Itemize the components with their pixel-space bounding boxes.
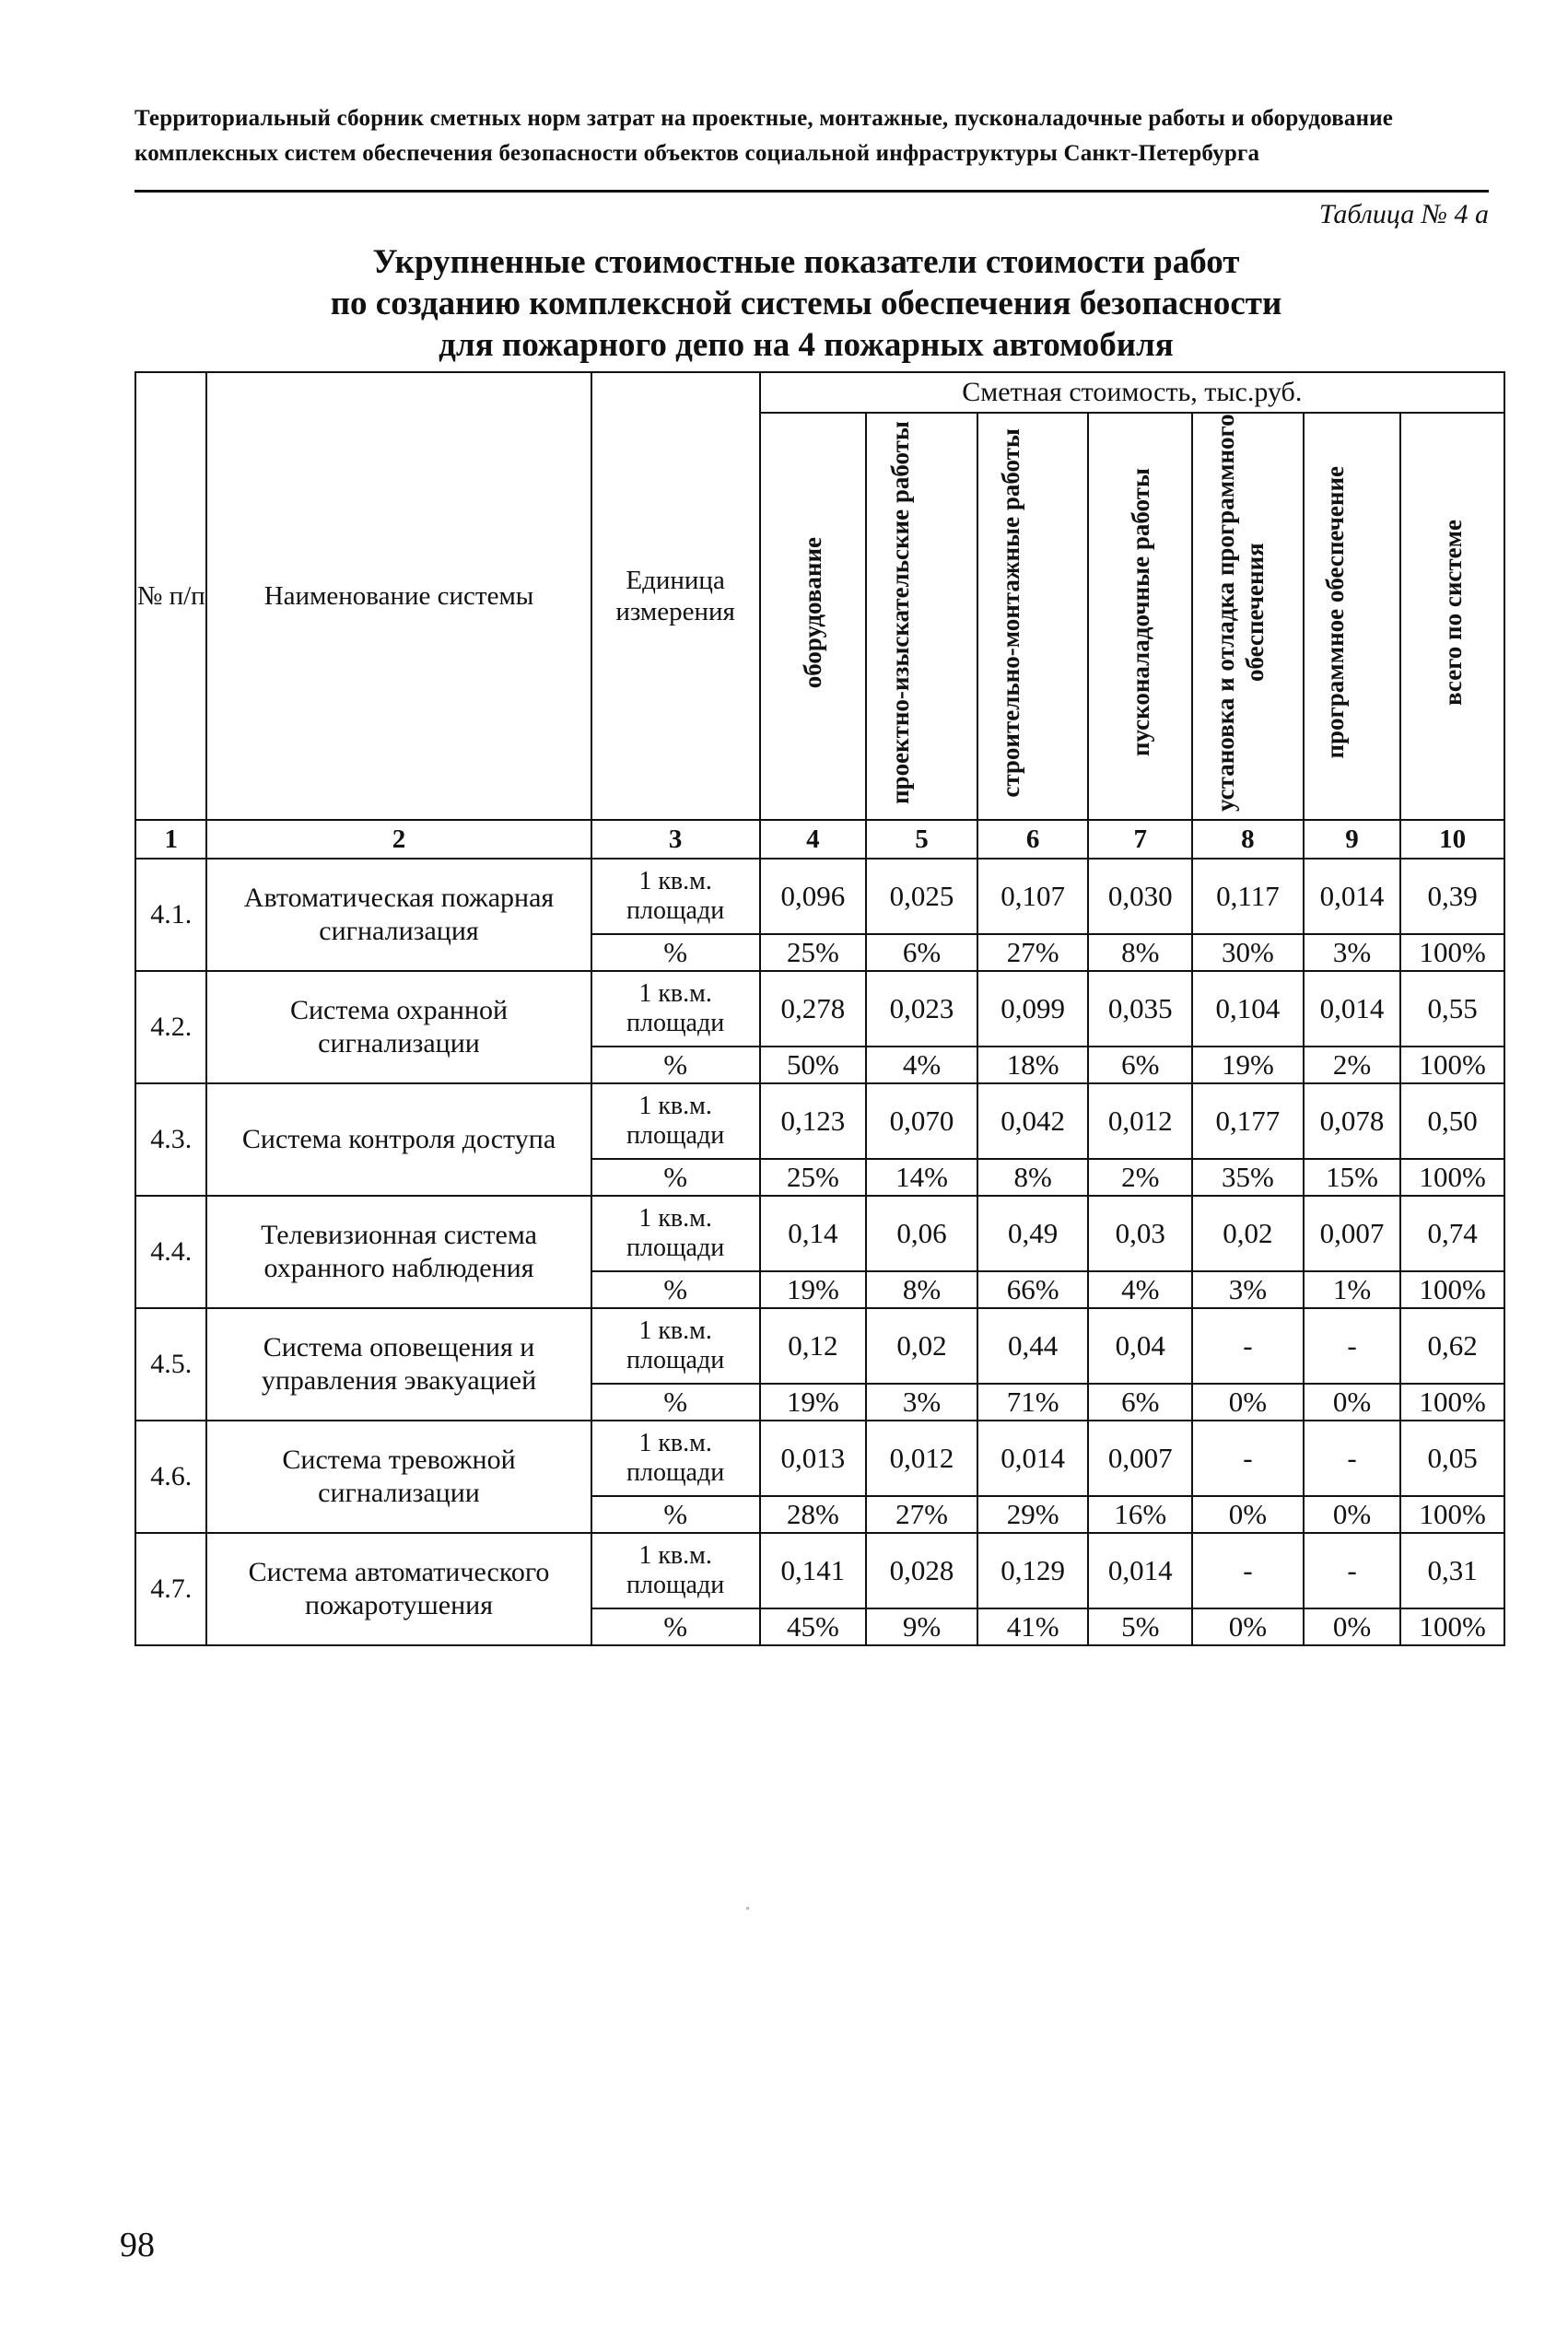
percent-cell: 8% (977, 1159, 1089, 1196)
percent-cell: 15% (1304, 1159, 1401, 1196)
col-header-cost-group: Сметная стоимость, тыс.руб. (760, 372, 1504, 413)
col-header-design (866, 413, 977, 820)
col-header-total-label: всего по системе (1438, 520, 1467, 706)
table-row (135, 1196, 1504, 1271)
percent-cell: 100% (1400, 1159, 1504, 1196)
value-cell: 0,141 (760, 1533, 867, 1608)
percent-cell: 19% (1192, 1047, 1304, 1083)
percent-cell: 35% (1192, 1159, 1304, 1196)
col-header-software-label: программное обеспечение (1320, 466, 1349, 759)
value-cell: 0,44 (977, 1308, 1089, 1384)
system-name: Система автоматического пожаротушения (206, 1533, 591, 1645)
percent-cell: 100% (1400, 1271, 1504, 1308)
percent-cell: 8% (1088, 934, 1192, 971)
row-code: 4.5. (135, 1308, 206, 1421)
value-cell: 0,06 (866, 1196, 977, 1271)
col-header-construction-label: строительно-монтажные работы (997, 427, 1025, 798)
percent-cell: 30% (1192, 934, 1304, 971)
value-cell: 0,013 (760, 1421, 867, 1496)
percent-cell: 19% (760, 1271, 867, 1308)
system-name: Система контроля доступа (206, 1083, 591, 1196)
col-number: 3 (591, 820, 760, 859)
percent-cell: 25% (760, 934, 867, 971)
table-row (135, 1533, 1504, 1608)
col-header-total (1400, 413, 1504, 820)
table-row (135, 971, 1504, 1047)
value-cell: 0,02 (1192, 1196, 1304, 1271)
value-cell: - (1192, 1421, 1304, 1496)
unit-percent-cell: % (591, 1159, 760, 1196)
unit-cell: 1 кв.м. площади (591, 971, 760, 1047)
percent-cell: 19% (760, 1384, 867, 1421)
percent-cell: 2% (1088, 1159, 1192, 1196)
value-cell: 0,14 (760, 1196, 867, 1271)
percent-cell: 50% (760, 1047, 867, 1083)
col-header-equipment (760, 413, 867, 820)
value-cell: 0,012 (866, 1421, 977, 1496)
unit-percent-cell: % (591, 1271, 760, 1308)
value-cell: 0,014 (1304, 971, 1401, 1047)
percent-cell: 0% (1192, 1608, 1304, 1645)
col-number: 6 (977, 820, 1089, 859)
value-cell: 0,025 (866, 859, 977, 934)
unit-cell: 1 кв.м. площади (591, 1533, 760, 1608)
percent-cell: 25% (760, 1159, 867, 1196)
value-cell: 0,099 (977, 971, 1089, 1047)
value-cell: 0,023 (866, 971, 977, 1047)
value-cell: 0,107 (977, 859, 1089, 934)
value-cell: 0,123 (760, 1083, 867, 1159)
percent-cell: 0% (1192, 1496, 1304, 1533)
value-cell: 0,030 (1088, 859, 1192, 934)
value-cell: - (1192, 1533, 1304, 1608)
table-row (135, 1308, 1504, 1384)
col-number: 1 (135, 820, 206, 859)
percent-cell: 3% (866, 1384, 977, 1421)
value-cell: 0,070 (866, 1083, 977, 1159)
table-body (135, 859, 1504, 1645)
value-cell: 0,096 (760, 859, 867, 934)
value-cell: 0,042 (977, 1083, 1089, 1159)
value-cell: 0,104 (1192, 971, 1304, 1047)
column-number-row (135, 820, 1504, 859)
percent-cell: 3% (1304, 934, 1401, 971)
percent-cell: 0% (1304, 1496, 1401, 1533)
col-header-construction (977, 413, 1089, 820)
percent-cell: 100% (1400, 1496, 1504, 1533)
value-cell: 0,05 (1400, 1421, 1504, 1496)
percent-cell: 27% (977, 934, 1089, 971)
col-header-design-label: проектно-изыскательские работы (885, 421, 914, 804)
col-header-software-setup-label: установка и отладка программного обеспечения (1211, 414, 1270, 812)
col-number: 5 (866, 820, 977, 859)
table-row (135, 1421, 1504, 1496)
value-cell: - (1304, 1308, 1401, 1384)
percent-cell: 9% (866, 1608, 977, 1645)
row-code: 4.2. (135, 971, 206, 1083)
value-cell: 0,177 (1192, 1083, 1304, 1159)
value-cell: 0,02 (866, 1308, 977, 1384)
col-header-commissioning (1088, 413, 1192, 820)
percent-cell: 6% (1088, 1047, 1192, 1083)
percent-cell: 8% (866, 1271, 977, 1308)
unit-percent-cell: % (591, 1496, 760, 1533)
col-header-unit: Единица измерения (591, 372, 760, 820)
running-header (135, 101, 1424, 171)
percent-cell: 27% (866, 1496, 977, 1533)
unit-percent-cell: % (591, 1047, 760, 1083)
percent-cell: 6% (1088, 1384, 1192, 1421)
percent-cell: 71% (977, 1384, 1089, 1421)
unit-cell: 1 кв.м. площади (591, 1196, 760, 1271)
row-code: 4.3. (135, 1083, 206, 1196)
row-code: 4.7. (135, 1533, 206, 1645)
percent-cell: 18% (977, 1047, 1089, 1083)
value-cell: 0,035 (1088, 971, 1192, 1047)
percent-cell: 6% (866, 934, 977, 971)
value-cell: 0,078 (1304, 1083, 1401, 1159)
percent-cell: 3% (1192, 1271, 1304, 1308)
unit-cell: 1 кв.м. площади (591, 1421, 760, 1496)
col-number: 8 (1192, 820, 1304, 859)
percent-cell: 0% (1304, 1384, 1401, 1421)
col-number: 9 (1304, 820, 1401, 859)
percent-cell: 14% (866, 1159, 977, 1196)
percent-cell: 5% (1088, 1608, 1192, 1645)
value-cell: - (1192, 1308, 1304, 1384)
title-line-1: Укрупненные стоимостные показатели стоимости работ (372, 243, 1240, 281)
percent-cell: 1% (1304, 1271, 1401, 1308)
page-number: 98 (120, 2226, 155, 2264)
scan-speck (746, 1907, 749, 1910)
percent-cell: 100% (1400, 934, 1504, 971)
percent-cell: 100% (1400, 1047, 1504, 1083)
value-cell: 0,014 (1088, 1533, 1192, 1608)
value-cell: 0,39 (1400, 859, 1504, 934)
percent-cell: 0% (1192, 1384, 1304, 1421)
value-cell: 0,117 (1192, 859, 1304, 934)
unit-percent-cell: % (591, 934, 760, 971)
percent-cell: 45% (760, 1608, 867, 1645)
value-cell: 0,12 (760, 1308, 867, 1384)
value-cell: 0,03 (1088, 1196, 1192, 1271)
value-cell: - (1304, 1421, 1401, 1496)
percent-cell: 4% (866, 1047, 977, 1083)
title-line-2: по созданию комплексной системы обеспечения безопасности (330, 285, 1282, 322)
system-name: Автоматическая пожарная сигнализация (206, 859, 591, 971)
row-code: 4.4. (135, 1196, 206, 1308)
row-code: 4.6. (135, 1421, 206, 1533)
col-header-software-setup (1192, 413, 1304, 820)
percent-cell: 2% (1304, 1047, 1401, 1083)
col-number: 2 (206, 820, 591, 859)
col-number: 10 (1400, 820, 1504, 859)
value-cell: 0,49 (977, 1196, 1089, 1271)
col-header-software (1304, 413, 1401, 820)
value-cell: 0,007 (1088, 1421, 1192, 1496)
system-name: Телевизионная система охранного наблюдения (206, 1196, 591, 1308)
value-cell: 0,014 (1304, 859, 1401, 934)
table-title (295, 241, 1317, 366)
title-line-3: для пожарного депо на 4 пожарных автомобиля (439, 326, 1174, 364)
table-row (135, 859, 1504, 934)
value-cell: 0,74 (1400, 1196, 1504, 1271)
header-line-1: Территориальный сборник сметных норм затрат на проектные, монтажные, пусконаладочные работы и оборудование (135, 106, 1394, 131)
table-label: Таблица № 4 а (1318, 199, 1489, 229)
value-cell: 0,129 (977, 1533, 1089, 1608)
col-number: 4 (760, 820, 867, 859)
value-cell: 0,014 (977, 1421, 1089, 1496)
percent-cell: 100% (1400, 1608, 1504, 1645)
percent-cell: 66% (977, 1271, 1089, 1308)
percent-cell: 100% (1400, 1384, 1504, 1421)
percent-cell: 41% (977, 1608, 1089, 1645)
percent-cell: 16% (1088, 1496, 1192, 1533)
cost-table (135, 371, 1505, 1646)
header-line-2: комплексных систем обеспечения безопасности объектов социальной инфраструктуры Санкт-Петербурга (135, 141, 1260, 166)
value-cell: 0,278 (760, 971, 867, 1047)
unit-cell: 1 кв.м. площади (591, 859, 760, 934)
percent-cell: 4% (1088, 1271, 1192, 1308)
system-name: Система охранной сигнализации (206, 971, 591, 1083)
value-cell: 0,028 (866, 1533, 977, 1608)
system-name: Система оповещения и управления эвакуацией (206, 1308, 591, 1421)
unit-percent-cell: % (591, 1608, 760, 1645)
value-cell: 0,55 (1400, 971, 1504, 1047)
system-name: Система тревожной сигнализации (206, 1421, 591, 1533)
percent-cell: 28% (760, 1496, 867, 1533)
col-number: 7 (1088, 820, 1192, 859)
value-cell: 0,31 (1400, 1533, 1504, 1608)
value-cell: 0,012 (1088, 1083, 1192, 1159)
value-cell: 0,50 (1400, 1083, 1504, 1159)
value-cell: 0,04 (1088, 1308, 1192, 1384)
col-header-num: № п/п (135, 372, 206, 820)
percent-cell: 0% (1304, 1608, 1401, 1645)
percent-cell: 29% (977, 1496, 1089, 1533)
unit-cell: 1 кв.м. площади (591, 1308, 760, 1384)
header-divider (135, 190, 1489, 193)
unit-percent-cell: % (591, 1384, 760, 1421)
col-header-name: Наименование системы (206, 372, 591, 820)
value-cell: 0,62 (1400, 1308, 1504, 1384)
row-code: 4.1. (135, 859, 206, 971)
value-cell: 0,007 (1304, 1196, 1401, 1271)
table-row (135, 1083, 1504, 1159)
col-header-equipment-label: оборудование (799, 536, 827, 689)
col-header-commissioning-label: пусконаладочные работы (1126, 468, 1154, 757)
value-cell: - (1304, 1533, 1401, 1608)
unit-cell: 1 кв.м. площади (591, 1083, 760, 1159)
